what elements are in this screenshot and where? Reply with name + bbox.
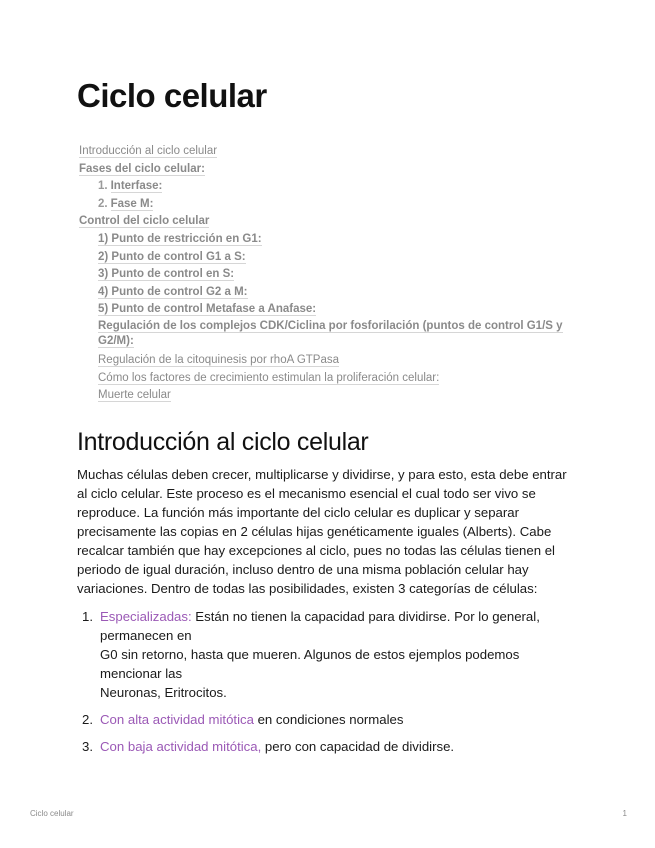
toc-item[interactable]: [79, 284, 579, 302]
list-item-accent: Con alta actividad mitótica: [100, 712, 254, 727]
section-heading: Introducción al ciclo celular: [77, 428, 369, 456]
toc-link-factores[interactable]: Cómo los factores de crecimiento estimulan la proliferación celular:: [98, 371, 440, 384]
footer-title: Ciclo celular: [30, 809, 74, 818]
list-item-accent: Especializadas:: [100, 609, 192, 624]
toc-link-punto-3[interactable]: 3) Punto de control en S:: [98, 268, 235, 281]
toc-item[interactable]: [79, 301, 579, 319]
toc-item[interactable]: [79, 161, 579, 179]
list-item: [77, 737, 547, 756]
toc-link-citoquinesis[interactable]: Regulación de la citoquinesis por rhoA GTPasa: [98, 353, 340, 366]
list-item-text: en condiciones normales: [253, 712, 404, 727]
toc-item[interactable]: [79, 196, 579, 214]
toc-item[interactable]: [79, 266, 579, 284]
toc-item[interactable]: [79, 143, 579, 161]
toc-item[interactable]: [79, 370, 579, 388]
toc-link-punto-2[interactable]: 2) Punto de control G1 a S:: [98, 250, 246, 263]
toc-item[interactable]: [79, 213, 579, 231]
toc-item[interactable]: [79, 352, 579, 370]
list-item: [77, 710, 547, 729]
toc-link-fases[interactable]: Fases del ciclo celular:: [79, 162, 205, 175]
toc-link-punto-1[interactable]: 1) Punto de restricción en G1:: [98, 232, 262, 245]
list-item-accent: Con baja actividad mitótica,: [100, 739, 262, 754]
intro-paragraph: Muchas células deben crecer, multiplicarse y dividirse, y para esto, esta debe entrar al ciclo celular. Este proceso es el mecanismo esencial el cual todo ser vivo se reproduce. La función más importante del ciclo celular es duplicar y separar precisamente las copias en 2 células hijas genéticamente iguales (Alberts). Cabe recalcar también que hay excepciones al ciclo, pues no todas las células tienen el periodo de igual duración, incluso dentro de una misma población celular hay variaciones. Dentro de todas las posibilidades, existen 3 categorías de células:: [77, 467, 567, 596]
toc-item[interactable]: [79, 231, 579, 249]
toc-item[interactable]: [79, 319, 579, 349]
list-item-text: Neuronas, Eritrocitos.: [100, 685, 227, 700]
toc-number: 2.: [98, 197, 108, 210]
page-number: 1: [622, 809, 627, 818]
cell-categories-list: [77, 607, 547, 764]
toc-item[interactable]: [79, 249, 579, 267]
list-item-text: pero con capacidad de dividirse.: [261, 739, 455, 754]
toc-item[interactable]: [79, 178, 579, 196]
page-title: Ciclo celular: [77, 77, 267, 114]
toc-link-fase-m[interactable]: Fase M:: [110, 197, 154, 210]
toc-link-muerte[interactable]: Muerte celular: [98, 389, 171, 402]
toc-item[interactable]: [79, 387, 579, 405]
toc-number: 1.: [98, 180, 108, 193]
toc-link-punto-4[interactable]: 4) Punto de control G2 a M:: [98, 285, 248, 298]
list-item-text: Están no tienen la capacidad para dividirse. Por lo general, permanecen en: [100, 609, 540, 643]
toc-link-introduccion[interactable]: Introducción al ciclo celular: [79, 145, 218, 157]
list-number: 3.: [82, 739, 93, 754]
list-item-text: G0 sin retorno, hasta que mueren. Algunos de estos ejemplos podemos mencionar las: [100, 647, 520, 681]
toc-link-regulacion-cdk[interactable]: Regulación de los complejos CDK/Ciclina por fosforilación (puntos de control G1/S y G2/M):: [98, 319, 563, 347]
toc-link-interfase[interactable]: Interfase:: [110, 180, 163, 193]
list-number: 2.: [82, 712, 93, 727]
list-number: 1.: [82, 609, 93, 624]
toc-link-punto-5[interactable]: 5) Punto de control Metafase a Anafase:: [98, 303, 317, 316]
list-item: [77, 607, 547, 702]
table-of-contents: [79, 143, 579, 405]
toc-link-control[interactable]: Control del ciclo celular: [79, 215, 210, 228]
